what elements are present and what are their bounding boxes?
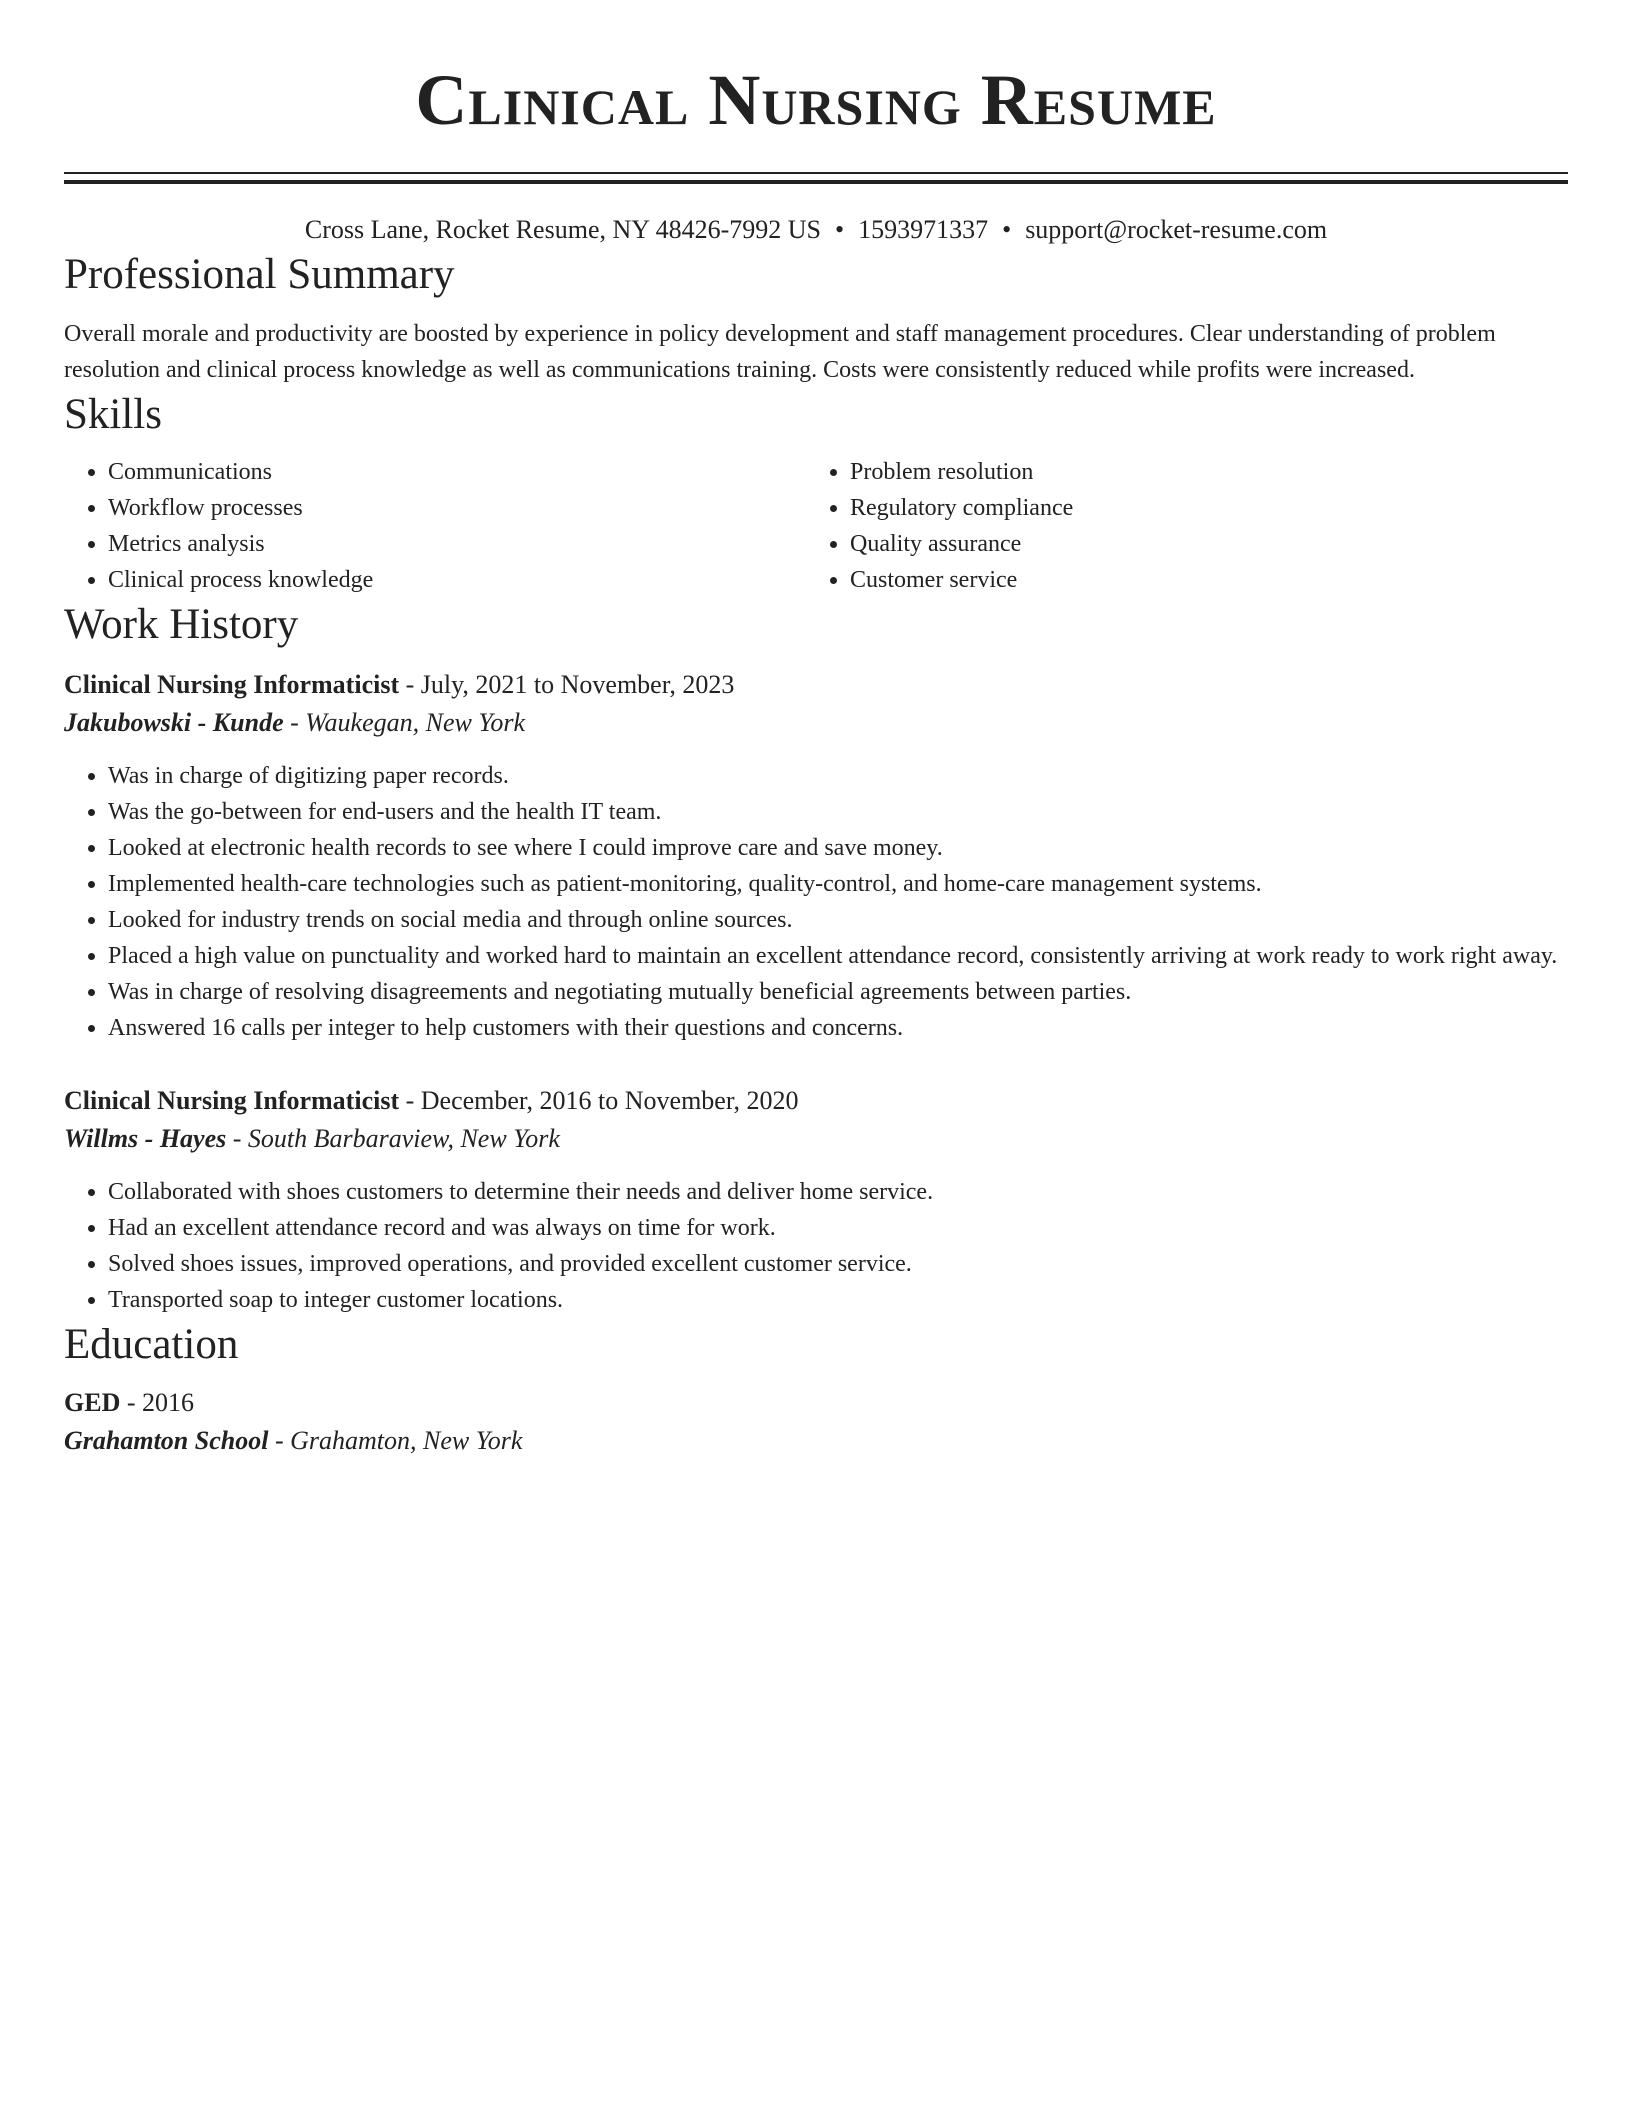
job-dates: - December, 2016 to November, 2020 (399, 1086, 799, 1115)
job-location: - Waukegan, New York (283, 708, 526, 737)
education-entry (64, 1384, 1568, 1460)
contact-separator: • (834, 215, 845, 244)
skills-column-left (64, 454, 806, 598)
school-name: Grahamton School (64, 1426, 269, 1455)
contact-line (64, 212, 1568, 248)
job-location: - South Barbaraview, New York (226, 1124, 560, 1153)
job-bullets (64, 758, 1568, 1046)
job-entry (64, 666, 1568, 1046)
degree: GED (64, 1388, 121, 1417)
job-bullet: • Was in charge of resolving disagreements and negotiating mutually beneficial agreements between parties. (108, 974, 1568, 1010)
skill-item: • Metrics analysis (108, 526, 806, 562)
job-bullet: • Transported soap to integer customer locations. (108, 1282, 1568, 1318)
job-bullet: • Placed a high value on punctuality and worked hard to maintain an excellent attendance record, consistently arriving at work ready to work right away. (108, 938, 1568, 974)
contact-phone: 1593971337 (858, 215, 989, 244)
job-role: Clinical Nursing Informaticist (64, 1086, 400, 1115)
resume-title: Clinical Nursing Resume (415, 60, 1217, 140)
job-bullets (64, 1174, 1568, 1318)
skill-item: • Workflow processes (108, 490, 806, 526)
skill-item: • Quality assurance (850, 526, 1548, 562)
contact-address: Cross Lane, Rocket Resume, NY 48426-7992 US (304, 215, 821, 244)
job-dates: - July, 2021 to November, 2023 (399, 670, 735, 699)
job-title-line (64, 1082, 1568, 1120)
title-double-rule (64, 172, 1568, 184)
skill-item: • Customer service (850, 562, 1548, 598)
skill-item: • Problem resolution (850, 454, 1548, 490)
job-bullet: • Looked for industry trends on social media and through online sources. (108, 902, 1568, 938)
job-company: Willms - Hayes (64, 1124, 227, 1153)
education-heading: Education (64, 1321, 239, 1368)
job-bullet: • Solved shoes issues, improved operations, and provided excellent customer service. (108, 1246, 1568, 1282)
job-role: Clinical Nursing Informaticist (64, 670, 400, 699)
job-company: Jakubowski - Kunde (64, 708, 284, 737)
skill-item: • Regulatory compliance (850, 490, 1548, 526)
contact-email: support@rocket-resume.com (1025, 215, 1328, 244)
degree-year: - 2016 (120, 1388, 195, 1417)
job-bullet: • Implemented health-care technologies such as patient-monitoring, quality-control, and home-care management systems. (108, 866, 1568, 902)
skill-item: • Clinical process knowledge (108, 562, 806, 598)
skill-item: • Communications (108, 454, 806, 490)
job-bullet: • Was in charge of digitizing paper records. (108, 758, 1568, 794)
skills-list (64, 454, 1568, 598)
school-location: - Grahamton, New York (268, 1426, 523, 1455)
job-company-line (64, 1120, 1568, 1158)
work-history-heading: Work History (64, 601, 299, 648)
summary-text: Overall morale and productivity are boosted by experience in policy development and staff management procedures. Clear understanding of problem resolution and clinical process knowledge as well as communications training. Costs were consistently reduced while profits were increased. (64, 321, 1496, 383)
contact-separator: • (1002, 215, 1012, 244)
job-bullet: • Answered 16 calls per integer to help customers with their questions and concerns. (108, 1010, 1568, 1046)
job-entry (64, 1082, 1568, 1318)
job-bullet: • Looked at electronic health records to see where I could improve care and save money. (108, 830, 1568, 866)
summary-heading: Professional Summary (64, 251, 455, 298)
job-bullet: • Had an excellent attendance record and was always on time for work. (108, 1210, 1568, 1246)
skills-column-right (806, 454, 1548, 598)
job-bullet: • Was the go-between for end-users and the health IT team. (108, 794, 1568, 830)
job-company-line (64, 704, 1568, 742)
degree-line (64, 1384, 1568, 1422)
skills-heading: Skills (64, 391, 162, 438)
school-line (64, 1422, 1568, 1460)
job-title-line (64, 666, 1568, 704)
job-bullet: • Collaborated with shoes customers to determine their needs and deliver home service. (108, 1174, 1568, 1210)
